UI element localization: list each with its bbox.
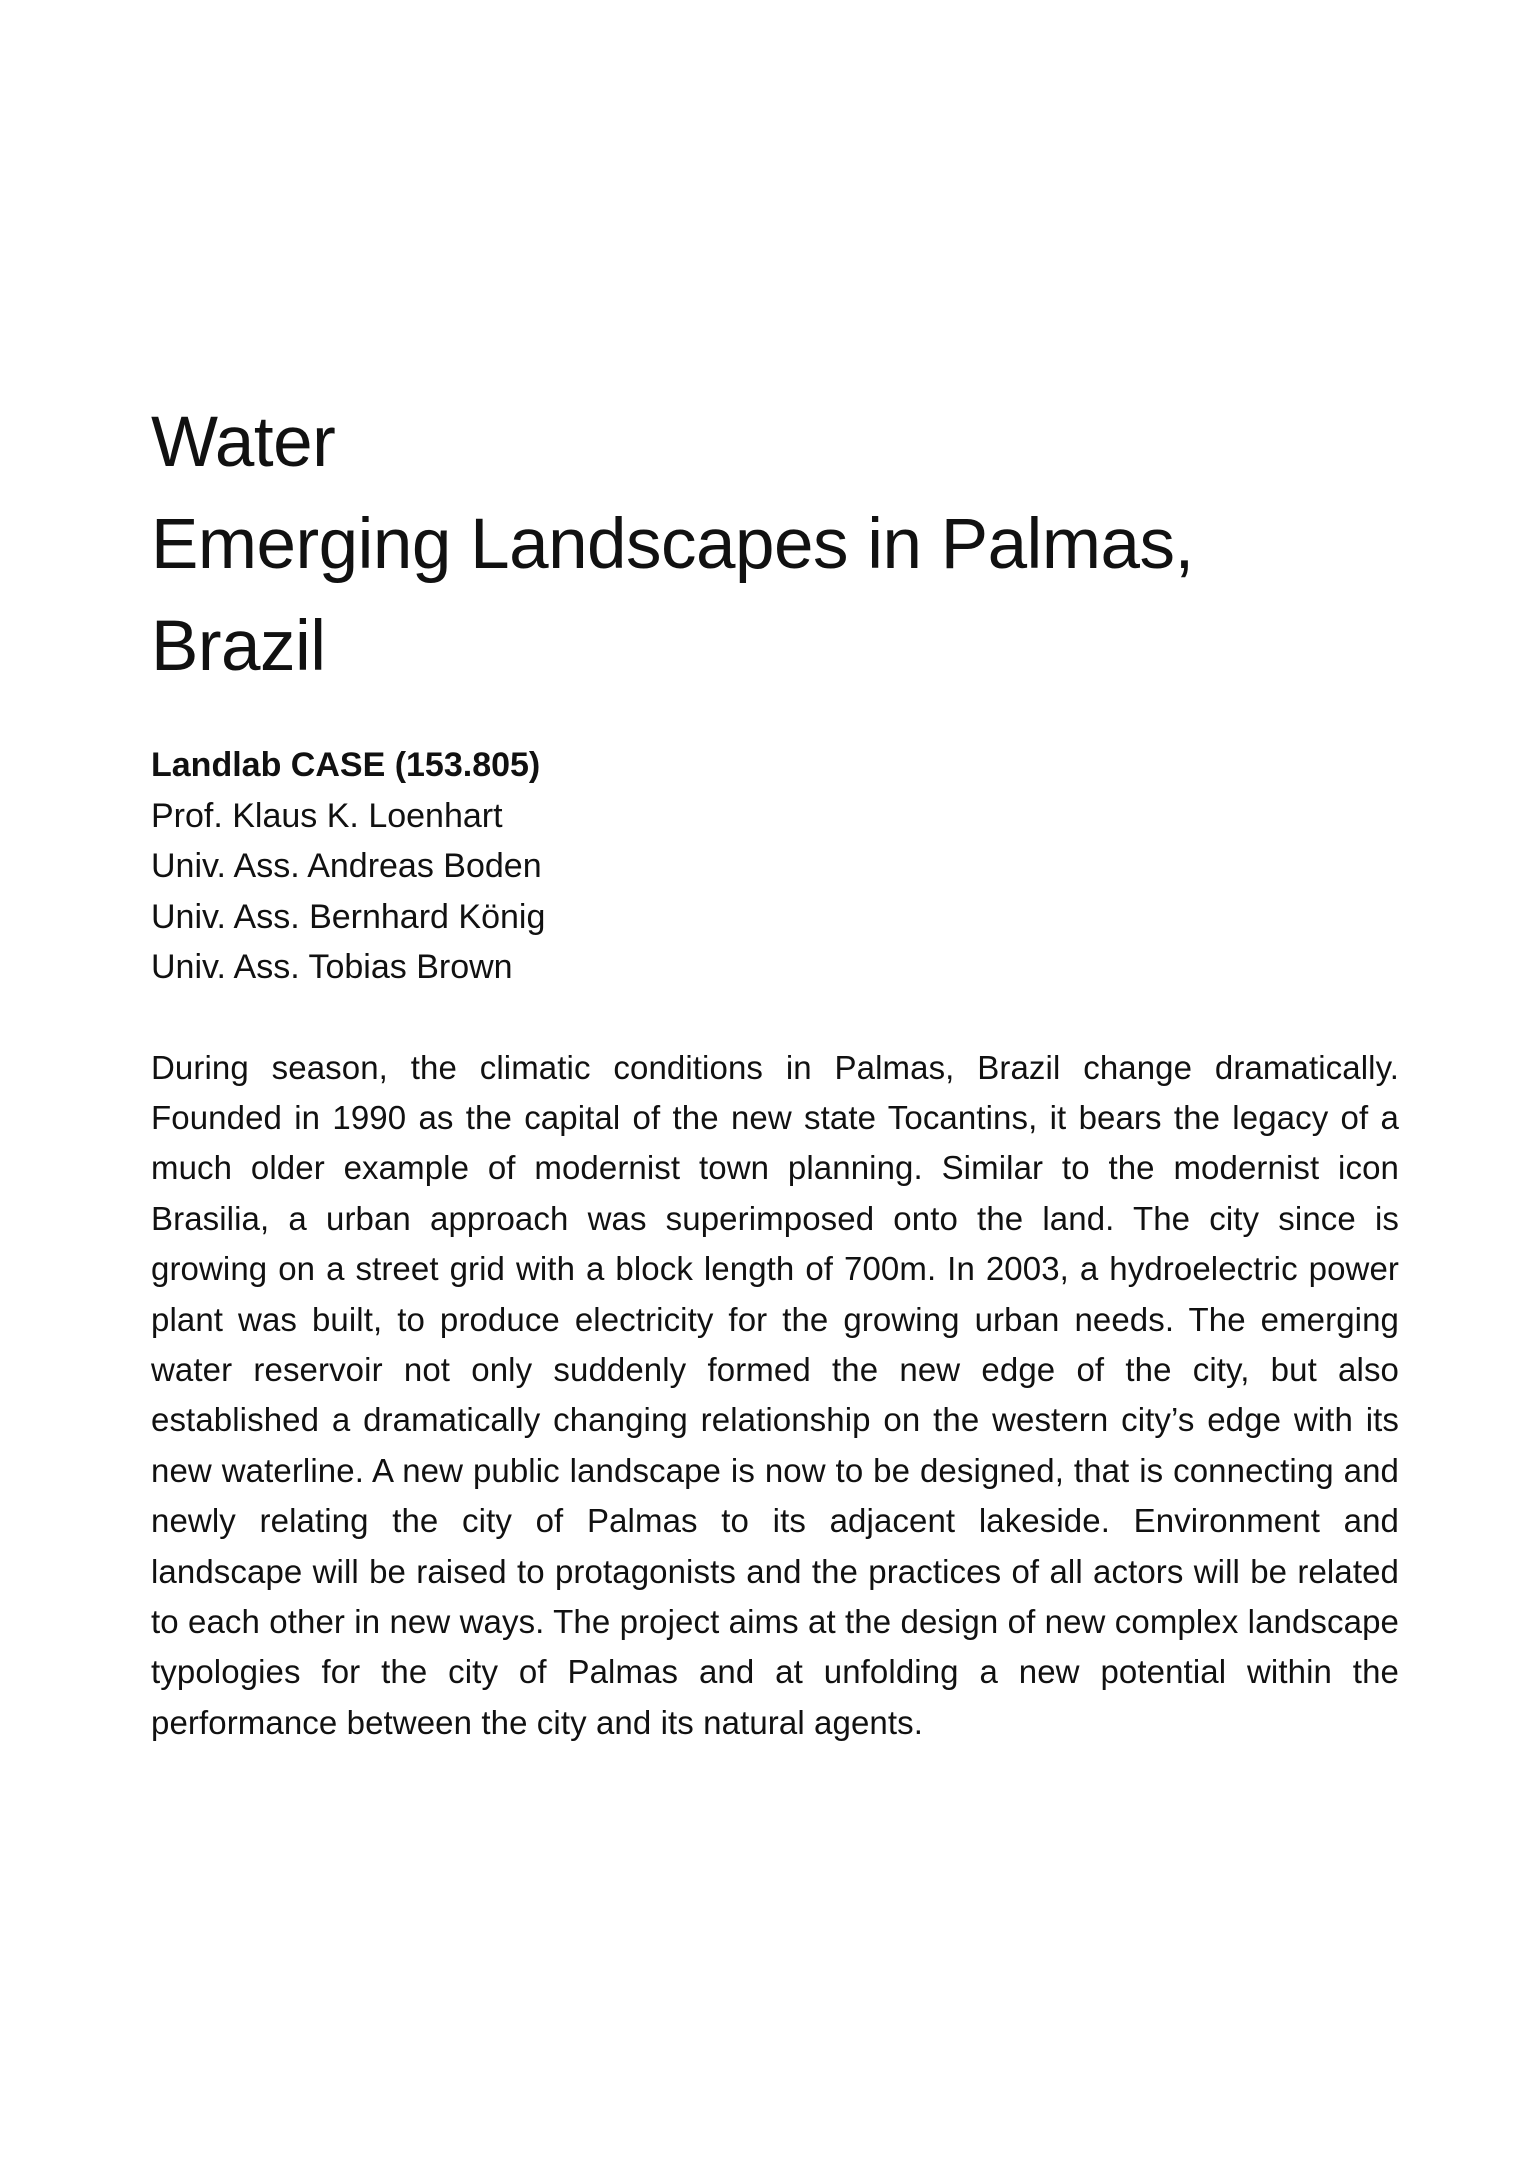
- credit-person: Univ. Ass. Tobias Brown: [151, 948, 513, 986]
- title-line-2: Emerging Landscapes in Palmas,: [151, 505, 1194, 584]
- body-paragraph: During season, the climatic conditions in Palmas, Brazil change dramatically. Founded in 1990 as the capital of the new state Tocantins, it bears the legacy of a much older example of modernist town planning. Similar to the modernist icon Brasilia, a urban approach was superimposed onto the land. The city since is growing on a street grid with a block length of 700m. In 2003, a hydroelectric power plant was built, to produce electricity for the growing urban needs. The emerging water reservoir not only suddenly formed the new edge of the city, but also established a dramatically changing relationship on the western city’s edge with its new waterline. A new public landscape is now to be designed, that is connecting and newly relating the city of Palmas to its adjacent lakeside. Environment and landscape will be raised to protagonists and the practices of all actors will be related to each other in new ways. The project aims at the design of new complex landscape typologies for the city of Palmas and at unfolding a new potential within the performance between the city and its natural agents.: [151, 1048, 1399, 1741]
- page-title: [151, 392, 1399, 698]
- title-line-1: Water: [151, 403, 336, 482]
- credits-block: [151, 740, 1399, 993]
- credit-person: Prof. Klaus K. Loenhart: [151, 796, 503, 835]
- document-page: [151, 392, 1399, 1781]
- credit-person: Univ. Ass. Andreas Boden: [151, 847, 542, 885]
- course-code: Landlab CASE (153.805): [151, 746, 541, 784]
- title-line-3: Brazil: [151, 607, 326, 686]
- credit-person: Univ. Ass. Bernhard König: [151, 897, 546, 936]
